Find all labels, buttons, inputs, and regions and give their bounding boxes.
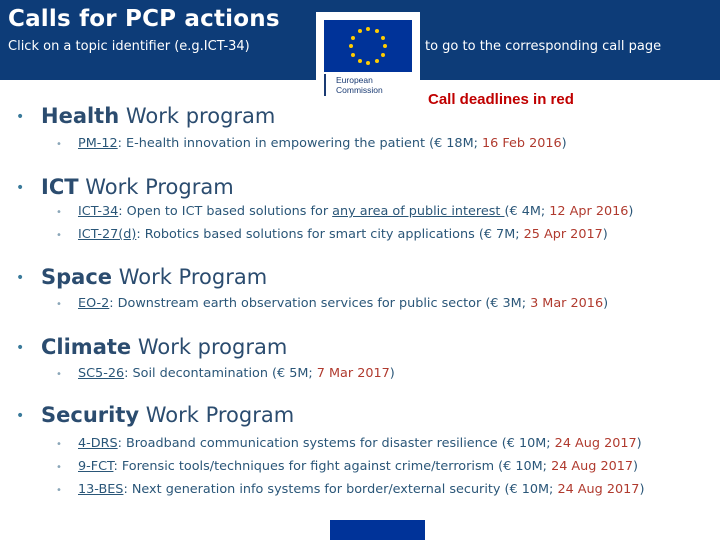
deadline-date: 16 Feb 2016	[482, 136, 562, 151]
topic-link-9-fct[interactable]: 9-FCT	[78, 459, 114, 474]
deadline-date: 3 Mar 2016	[530, 296, 604, 311]
item-desc: : Robotics based solutions for smart city applications (€ 7M;	[136, 227, 524, 242]
item-desc: : Downstream earth observation services for public sector (€ 3M;	[109, 296, 531, 311]
topic-link-pm-12[interactable]: PM-12	[78, 136, 118, 151]
item-desc-2: (€ 4M;	[504, 204, 550, 219]
item-close: )	[636, 436, 642, 451]
section-title-rest: Work program	[131, 335, 288, 359]
call-item	[56, 366, 395, 381]
call-item	[56, 436, 642, 451]
call-item	[56, 459, 638, 474]
sub-bullet-icon: •	[56, 139, 62, 150]
call-item	[56, 204, 633, 219]
sub-bullet-icon: •	[56, 299, 62, 310]
item-desc: : Broadband communication systems for disaster resilience (€ 10M;	[117, 436, 555, 451]
bullet-icon: •	[16, 408, 25, 424]
deadline-date: 24 Aug 2017	[554, 436, 637, 451]
instruction-text-right: to go to the corresponding call page	[425, 39, 662, 54]
deadline-date: 12 Apr 2016	[549, 204, 629, 219]
call-item	[56, 482, 644, 497]
section-title-bold: Health	[41, 104, 120, 128]
topic-link-4-drs[interactable]: 4-DRS	[78, 436, 118, 451]
bullet-icon: •	[16, 109, 25, 125]
item-close: )	[602, 227, 608, 242]
item-close: )	[603, 296, 609, 311]
sub-bullet-icon: •	[56, 369, 62, 380]
logo-line-1: European	[336, 75, 373, 85]
page-title: Calls for PCP actions	[8, 6, 280, 32]
item-close: )	[639, 482, 645, 497]
section-title-bold: ICT	[41, 175, 79, 199]
section-climate	[16, 335, 287, 359]
instruction-text-left: Click on a topic identifier (e.g.ICT-34)	[8, 39, 250, 54]
deadline-legend: Call deadlines in red	[428, 91, 574, 108]
sub-bullet-icon: •	[56, 485, 62, 496]
topic-link-13-bes[interactable]: 13-BES	[78, 482, 124, 497]
sub-bullet-icon: •	[56, 462, 62, 473]
section-title-rest: Work Program	[112, 265, 268, 289]
deadline-date: 24 Aug 2017	[551, 459, 634, 474]
bullet-icon: •	[16, 270, 25, 286]
sub-bullet-icon: •	[56, 230, 62, 241]
topic-link-ict-34[interactable]: ICT-34	[78, 204, 119, 219]
logo-line-2: Commission	[336, 85, 383, 95]
section-health	[16, 104, 275, 128]
section-title-rest: Work Program	[139, 403, 295, 427]
sub-bullet-icon: •	[56, 207, 62, 218]
item-close: )	[633, 459, 639, 474]
section-title-bold: Security	[41, 403, 140, 427]
item-close: )	[628, 204, 634, 219]
item-desc: : Next generation info systems for border/external security (€ 10M;	[123, 482, 558, 497]
call-item	[56, 227, 608, 242]
deadline-date: 25 Apr 2017	[523, 227, 603, 242]
item-desc: : Open to ICT based solutions for	[118, 204, 333, 219]
eu-flag-footer-icon	[330, 520, 425, 540]
deadline-date: 7 Mar 2017	[316, 366, 390, 381]
section-title-bold: Climate	[41, 335, 132, 359]
item-desc: : E-health innovation in empowering the patient (€ 18M;	[117, 136, 482, 151]
topic-link-eo-2[interactable]: EO-2	[78, 296, 110, 311]
item-desc-underlined: any area of public interest	[332, 204, 505, 219]
deadline-date: 24 Aug 2017	[557, 482, 640, 497]
item-close: )	[561, 136, 567, 151]
item-desc: : Forensic tools/techniques for fight against crime/terrorism (€ 10M;	[113, 459, 552, 474]
section-title-rest: Work Program	[78, 175, 234, 199]
bullet-icon: •	[16, 340, 25, 356]
call-item	[56, 296, 608, 311]
section-ict	[16, 175, 234, 199]
sub-bullet-icon: •	[56, 439, 62, 450]
call-item	[56, 136, 567, 151]
item-desc: : Soil decontamination (€ 5M;	[124, 366, 317, 381]
topic-link-sc5-26[interactable]: SC5-26	[78, 366, 125, 381]
item-close: )	[389, 366, 395, 381]
section-title-rest: Work program	[119, 104, 276, 128]
topic-link-ict-27d[interactable]: ICT-27(d)	[78, 227, 137, 242]
section-title-bold: Space	[41, 265, 113, 289]
section-space	[16, 265, 267, 289]
bullet-icon: •	[16, 180, 25, 196]
section-security	[16, 403, 294, 427]
